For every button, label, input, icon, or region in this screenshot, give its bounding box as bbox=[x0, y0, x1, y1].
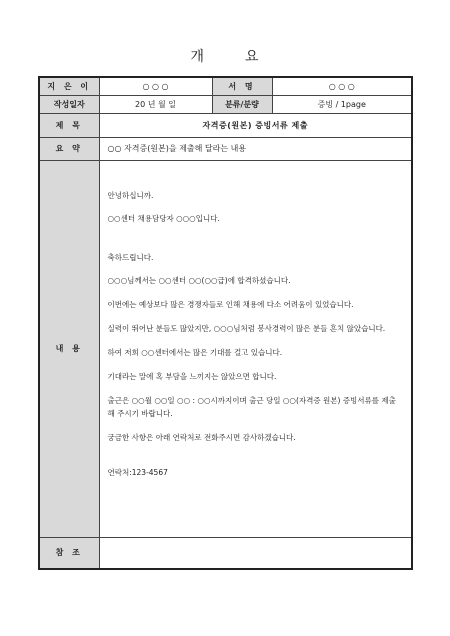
date-field[interactable]: 20 년 월 일 bbox=[99, 95, 212, 113]
content-body[interactable] bbox=[99, 160, 412, 537]
reference-row bbox=[39, 537, 412, 569]
summary-label: 요 약 bbox=[39, 137, 99, 160]
reference-field[interactable] bbox=[99, 537, 412, 569]
category-field[interactable]: 증빙 / 1page bbox=[272, 95, 412, 113]
subject-row bbox=[39, 113, 412, 137]
summary-row bbox=[39, 137, 412, 160]
author-row bbox=[39, 77, 412, 95]
content-line: 하여 저희 ○○센터에서는 많은 기대를 걸고 있습니다. bbox=[107, 347, 283, 357]
content-line: 이번에는 예상보다 많은 경쟁자들로 인해 채용에 다소 어려움이 있었습니다. bbox=[107, 299, 354, 309]
summary-field[interactable]: ○○ 자격증(원본)을 제출해 달라는 내용 bbox=[99, 137, 412, 160]
content-line: 기대라는 말에 혹 부담을 느끼지는 않았으면 합니다. bbox=[107, 371, 277, 381]
content-line: 실력이 뛰어난 분들도 많았지만, ○○○님처럼 봉사경력이 많은 분들 흔치 않았습니다. bbox=[107, 323, 386, 333]
author-field[interactable]: ○ ○ ○ bbox=[99, 77, 212, 95]
title-char-2: 요 bbox=[245, 49, 260, 65]
content-label: 내 용 bbox=[39, 160, 99, 537]
date-label: 작성일자 bbox=[39, 95, 99, 113]
overview-form bbox=[38, 76, 413, 570]
content-line: ○○센터 채용담당자 ○○○입니다. bbox=[107, 213, 220, 223]
content-line: ○○○님께서는 ○○센터 ○○(○○급)에 합격하셨습니다. bbox=[107, 275, 291, 285]
subject-field[interactable]: 자격증(원본) 증빙서류 제출 bbox=[99, 113, 412, 137]
author-label: 지 은 이 bbox=[39, 77, 99, 95]
subject-label: 제 목 bbox=[39, 113, 99, 137]
title-char-1: 개 bbox=[190, 49, 205, 65]
date-row bbox=[39, 95, 412, 113]
content-row bbox=[39, 160, 412, 537]
category-label: 분류/분량 bbox=[212, 95, 272, 113]
contact-line: 연락처:123-4567 bbox=[107, 467, 168, 477]
content-line: 출근은 ○○월 ○○일 ○○ : ○○시까지이며 출근 당일 ○○(자격증 원본) 증빙서류를 제출해 주시기 바랍니다. bbox=[107, 395, 396, 418]
content-line: 축하드립니다. bbox=[107, 252, 154, 262]
signature-field[interactable]: ○ ○ ○ bbox=[272, 77, 412, 95]
content-line: 안녕하십니까. bbox=[107, 190, 154, 200]
reference-label: 참 조 bbox=[39, 537, 99, 569]
document-title bbox=[0, 46, 450, 66]
signature-label: 서 명 bbox=[212, 77, 272, 95]
content-line: 궁금한 사항은 아래 연락처로 전화주시면 감사하겠습니다. bbox=[107, 432, 296, 442]
